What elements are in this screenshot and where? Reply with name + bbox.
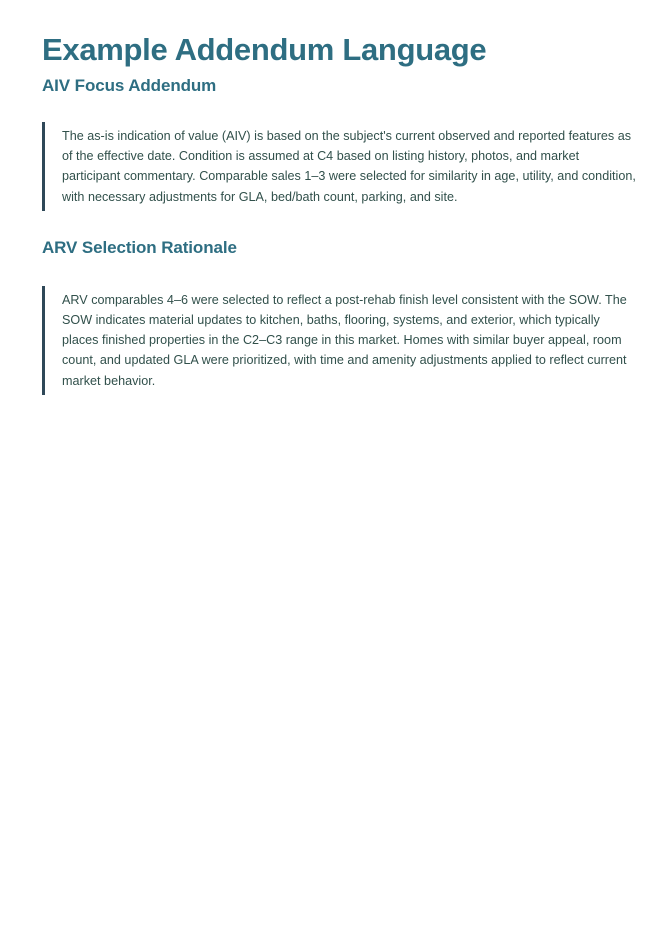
- arv-selection-body-text: ARV comparables 4–6 were selected to reflect a post-rehab finish level consistent with the SOW. The SOW indicates material updates to kitchen, baths, flooring, systems, and exterior, which typically places finished properties in the C2–C3 range in this market. Homes with similar buyer appeal, room count, and updated GLA were prioritized, with time and amenity adjustments applied to reflect current market behavior.: [62, 292, 627, 388]
- section-heading-arv-selection-rationale: ARV Selection Rationale: [42, 237, 237, 257]
- page-subtitle: AIV Focus Addendum: [42, 76, 217, 95]
- aiv-focus-callout: [42, 122, 640, 211]
- arv-selection-callout: [42, 286, 640, 395]
- page-title: Example Addendum Language: [42, 32, 487, 67]
- aiv-focus-body-text: The as-is indication of value (AIV) is based on the subject's current observed and reported features as of the effective date. Condition is assumed at C4 based on listing history, photos, and market participant commentary. Comparable sales 1–3 were selected for similarity in age, utility, and condition, with necessary adjustments for GLA, bed/bath count, parking, and site.: [62, 129, 636, 204]
